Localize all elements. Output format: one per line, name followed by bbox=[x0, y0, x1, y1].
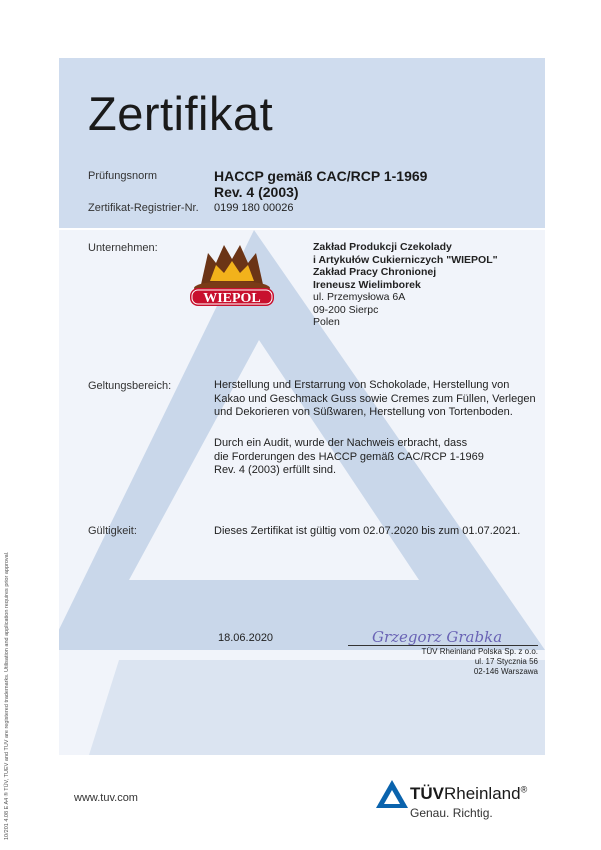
certificate-title: Zertifikat bbox=[88, 87, 274, 140]
company-city: 09-200 Sierpc bbox=[313, 303, 379, 316]
audit-line: die Forderungen des HACCP gemäß CAC/RCP 1-1969 bbox=[214, 450, 484, 463]
scope-label: Geltungsbereich: bbox=[88, 380, 172, 392]
trademark-side-note: 10/201 4.08 E A4 ® TÜV, TUEV and TUV are registered trademarks. Utilisation and application requires prior approval. bbox=[4, 551, 10, 840]
signature-line bbox=[348, 645, 538, 646]
brand-name-rest: Rheinland bbox=[444, 784, 521, 803]
logo-text: WIEPOL bbox=[203, 291, 261, 306]
company-name-line: Ireneusz Wielimborek bbox=[313, 278, 421, 291]
issuer-address bbox=[390, 647, 538, 677]
brand-name-bold: TÜV bbox=[410, 784, 444, 803]
brand-registered-mark: ® bbox=[520, 784, 528, 795]
audit-line: Durch ein Audit, wurde der Nachweis erbracht, dass bbox=[214, 437, 468, 449]
issuer-line: 02-146 Warszawa bbox=[473, 667, 538, 676]
issue-date: 18.06.2020 bbox=[218, 632, 274, 644]
norm-label: Prüfungsnorm bbox=[88, 170, 158, 182]
scope-line: und Dekorieren von Süßwaren, Herstellung von Tortenboden. bbox=[214, 406, 513, 418]
company-address bbox=[313, 241, 498, 329]
company-label: Unternehmen: bbox=[88, 242, 158, 254]
norm-line-1: HACCP gemäß CAC/RCP 1-1969 bbox=[214, 168, 428, 184]
issuer-line: TÜV Rheinland Polska Sp. z o.o. bbox=[421, 647, 538, 656]
audit-line: Rev. 4 (2003) erfüllt sind. bbox=[214, 464, 337, 476]
scope-line: Kakao und Geschmack Guss sowie Cremes zum Füllen, Verlegen bbox=[214, 392, 536, 405]
company-name-line: Zakład Produkcji Czekolady bbox=[313, 241, 452, 253]
wiepol-logo bbox=[186, 241, 278, 311]
norm-value bbox=[214, 168, 427, 200]
registry-number: 0199 180 00026 bbox=[214, 202, 294, 214]
company-name-line: i Artykułów Cukierniczych "WIEPOL" bbox=[313, 253, 498, 266]
tuv-triangle-logo-icon bbox=[374, 778, 410, 812]
validity-text: Dieses Zertifikat ist gültig vom 02.07.2020 bis zum 01.07.2021. bbox=[214, 525, 521, 537]
scope-text bbox=[214, 379, 536, 420]
company-street: ul. Przemysłowa 6A bbox=[313, 291, 406, 303]
signature-text: Grzegorz Grabka bbox=[372, 628, 503, 646]
audit-statement bbox=[214, 437, 484, 478]
scope-line: Herstellung und Erstarrung von Schokolade, Herstellung von bbox=[214, 379, 510, 391]
registry-label: Zertifikat-Registrier-Nr. bbox=[88, 202, 199, 214]
brand-name bbox=[410, 784, 527, 804]
brand-slogan: Genau. Richtig. bbox=[410, 806, 493, 820]
company-name-line: Zakład Pracy Chronionej bbox=[313, 266, 437, 278]
issuer-line: ul. 17 Stycznia 56 bbox=[474, 657, 538, 666]
company-country: Polen bbox=[313, 316, 340, 328]
validity-label: Gültigkeit: bbox=[88, 525, 137, 537]
norm-line-2: Rev. 4 (2003) bbox=[214, 184, 299, 200]
website-link[interactable]: www.tuv.com bbox=[74, 792, 138, 804]
